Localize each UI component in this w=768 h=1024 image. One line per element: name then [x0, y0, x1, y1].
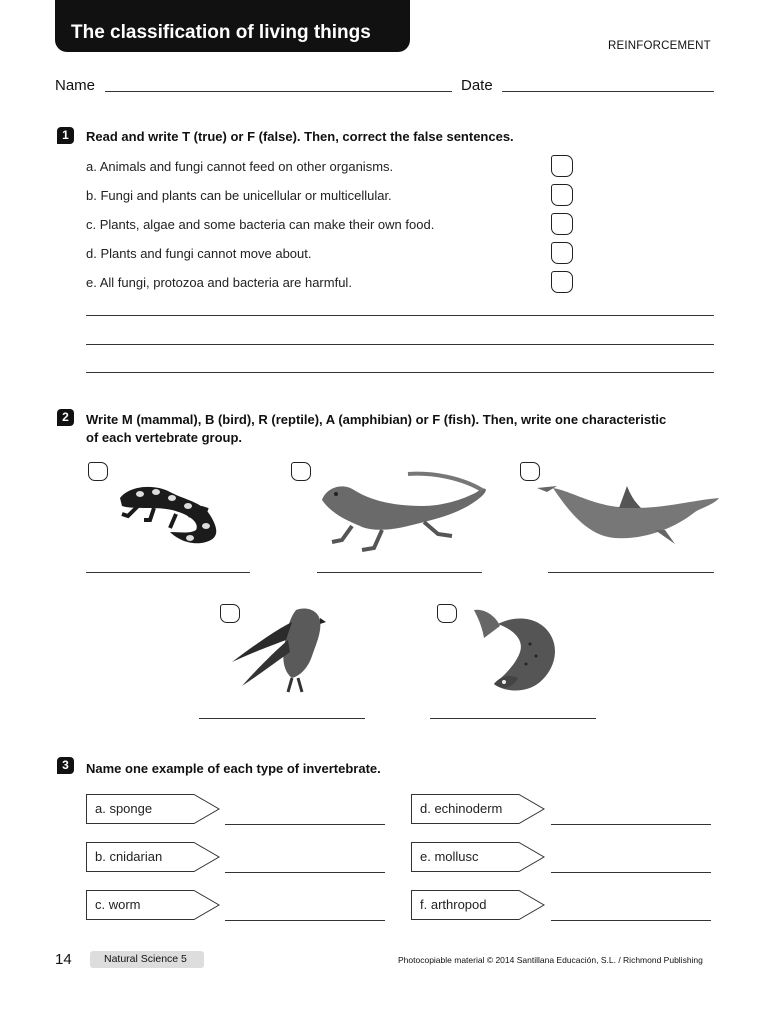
invertebrate-label-arthropod: f. arthropod [420, 897, 487, 912]
answer-box-lizard[interactable] [291, 462, 311, 481]
page-number: 14 [55, 951, 72, 968]
lizard-image [312, 470, 497, 555]
answer-line-mollusc[interactable] [551, 872, 711, 873]
salamander-image [110, 470, 240, 550]
date-label: Date [461, 77, 493, 94]
correction-line-2[interactable] [86, 344, 714, 345]
bird-of-prey-image [226, 600, 336, 695]
statement-c: c. Plants, algae and some bacteria can make their own food. [86, 217, 435, 232]
invertebrate-label-sponge: a. sponge [95, 801, 153, 816]
exercise-1-number: 1 [57, 127, 74, 144]
date-field[interactable] [502, 91, 714, 92]
invertebrate-box-sponge [86, 794, 220, 824]
answer-line-worm[interactable] [225, 920, 385, 921]
invertebrate-box-worm [86, 890, 220, 920]
exercise-2-instruction-line2: of each vertebrate group. [86, 430, 243, 445]
trout-image [470, 604, 560, 696]
answer-box-salamander[interactable] [88, 462, 108, 481]
invertebrate-label-worm: c. worm [95, 897, 141, 912]
exercise-2-number: 2 [57, 409, 74, 426]
exercise-2-instruction-line1: Write M (mammal), B (bird), R (reptile), A (amphibian) or F (fish). Then, write one characteristic [86, 412, 667, 427]
copyright-notice: Photocopiable material © 2014 Santillana Educación, S.L. / Richmond Publishing [398, 955, 703, 965]
statement-e: e. All fungi, protozoa and bacteria are harmful. [86, 275, 352, 290]
invertebrate-box-cnidarian [86, 842, 220, 872]
answer-line-trout[interactable] [430, 718, 596, 719]
tf-box-b[interactable] [551, 184, 573, 206]
page-title: The classification of living things [71, 22, 371, 43]
invertebrate-label-echinoderm: d. echinoderm [420, 801, 503, 816]
statement-b: b. Fungi and plants can be unicellular or multicellular. [86, 188, 392, 203]
answer-box-dolphin[interactable] [520, 462, 540, 481]
correction-line-1[interactable] [86, 315, 714, 316]
name-label: Name [55, 77, 96, 94]
answer-box-trout[interactable] [437, 604, 457, 623]
exercise-3-instruction: Name one example of each type of invertebrate. [86, 761, 381, 776]
answer-line-arthropod[interactable] [551, 920, 711, 921]
answer-box-bird[interactable] [220, 604, 240, 623]
invertebrate-box-echinoderm [411, 794, 545, 824]
exercise-3-number: 3 [57, 757, 74, 774]
correction-line-3[interactable] [86, 372, 714, 373]
section-tag: REINFORCEMENT [608, 40, 711, 52]
book-title: Natural Science 5 [104, 953, 187, 965]
book-tab [90, 951, 204, 968]
tf-box-d[interactable] [551, 242, 573, 264]
answer-line-salamander[interactable] [86, 572, 250, 573]
answer-line-bird[interactable] [199, 718, 365, 719]
answer-line-echinoderm[interactable] [551, 824, 711, 825]
invertebrate-box-arthropod [411, 890, 545, 920]
exercise-1-instruction: Read and write T (true) or F (false). Then, correct the false sentences. [86, 129, 514, 144]
tf-box-a[interactable] [551, 155, 573, 177]
dolphin-image [535, 478, 725, 553]
invertebrate-box-mollusc [411, 842, 545, 872]
invertebrate-label-cnidarian: b. cnidarian [95, 849, 163, 864]
answer-line-cnidarian[interactable] [225, 872, 385, 873]
statement-d: d. Plants and fungi cannot move about. [86, 246, 312, 261]
tf-box-c[interactable] [551, 213, 573, 235]
title-banner [55, 0, 410, 52]
name-field[interactable] [105, 91, 452, 92]
statement-a: a. Animals and fungi cannot feed on other organisms. [86, 159, 394, 174]
answer-line-lizard[interactable] [317, 572, 482, 573]
tf-box-e[interactable] [551, 271, 573, 293]
invertebrate-label-mollusc: e. mollusc [420, 849, 479, 864]
answer-line-dolphin[interactable] [548, 572, 714, 573]
answer-line-sponge[interactable] [225, 824, 385, 825]
